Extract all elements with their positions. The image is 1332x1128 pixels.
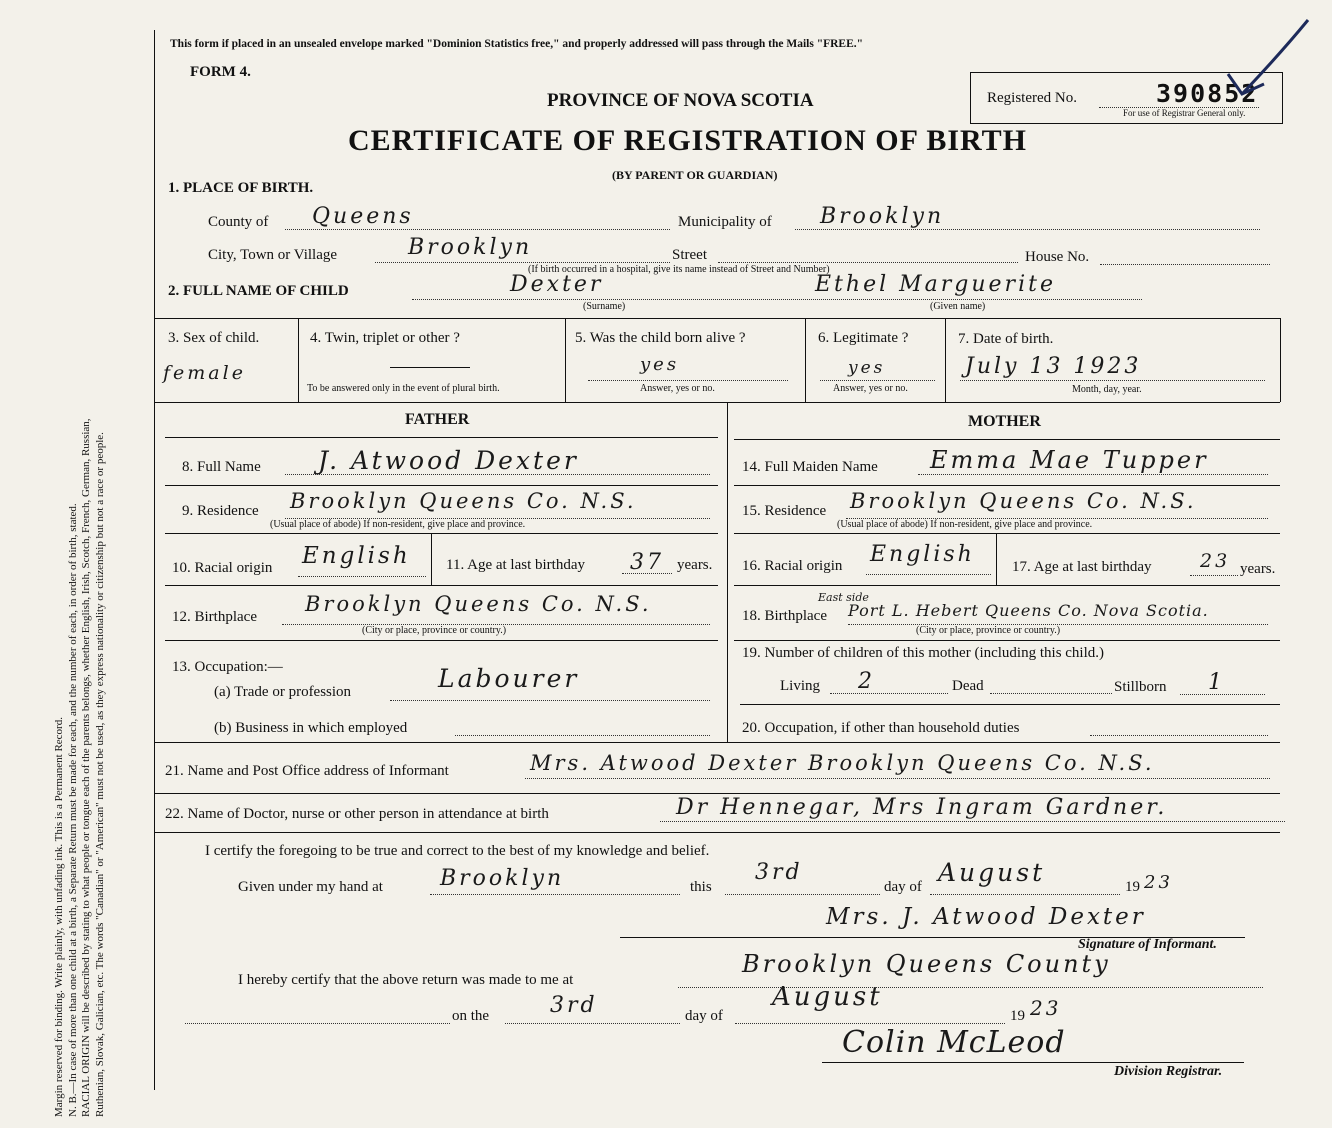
- division-registrar-label: Division Registrar.: [1114, 1064, 1223, 1079]
- father-birthplace-label: 12. Birthplace: [172, 609, 257, 625]
- mother-birthplace-label: 18. Birthplace: [742, 608, 827, 624]
- hospital-note: (If birth occurred in a hospital, give its name instead of Street and Number): [528, 264, 830, 275]
- certify-statement: I certify the foregoing to be true and correct to the best of my knowledge and belief.: [205, 843, 710, 859]
- margin-note-line-4: Ruthenian, Slovak, Galician, etc. The words "Canadian" or "American" must not be used, as they express nationality or citizenship but not a race or people.: [93, 432, 106, 1117]
- mother-age-label: 17. Age at last birthday: [1012, 559, 1152, 575]
- mother-age-unit: years.: [1240, 561, 1276, 577]
- county-value: Queens: [312, 204, 414, 229]
- province-heading: PROVINCE OF NOVA SCOTIA: [547, 90, 814, 111]
- informant-value: Mrs. Atwood Dexter Brooklyn Queens Co. N.S.: [530, 751, 1155, 775]
- registered-number: 390852: [1156, 79, 1259, 108]
- child-given-value: Ethel Marguerite: [815, 272, 1056, 297]
- stillborn-value: 1: [1208, 670, 1225, 695]
- father-occupation-label: 13. Occupation:—: [172, 659, 283, 675]
- registered-label: Registered No.: [987, 90, 1077, 106]
- surname-caption: (Surname): [583, 301, 626, 312]
- mother-occupation-label: 20. Occupation, if other than household duties: [742, 720, 1020, 736]
- legitimate-value: yes: [848, 358, 886, 378]
- father-race-value: English: [302, 543, 411, 569]
- mother-residence-caption: (Usual place of abode) If non-resident, give place and province.: [837, 519, 1093, 530]
- living-label: Living: [780, 678, 820, 694]
- margin-note-line-2: N. B.—In case of more than one child at a birth, a Separate Return must be made for each, and the number of each, in order of birth, stated.: [66, 503, 79, 1117]
- father-name-value: J. Atwood Dexter: [318, 446, 579, 475]
- alive-value: yes: [640, 354, 680, 375]
- father-business-label: (b) Business in which employed: [214, 720, 408, 736]
- on-year-prefix: 19: [1010, 1008, 1025, 1024]
- mother-name-label: 14. Full Maiden Name: [742, 459, 878, 475]
- father-birthplace-caption: (City or place, province or country.): [362, 625, 507, 636]
- municipality-label: Municipality of: [678, 214, 772, 230]
- mother-race-value: English: [870, 542, 975, 567]
- mother-heading: MOTHER: [968, 413, 1041, 430]
- onthe-label: on the: [452, 1008, 490, 1024]
- given-label: Given under my hand at: [238, 879, 383, 895]
- father-residence-caption: (Usual place of abode) If non-resident, give place and province.: [270, 519, 526, 530]
- certificate-subtitle: (BY PARENT OR GUARDIAN): [612, 168, 778, 182]
- legitimate-label: 6. Legitimate ?: [818, 330, 909, 346]
- father-age-value: 37: [630, 550, 664, 575]
- house-label: House No.: [1025, 249, 1090, 265]
- given-caption: (Given name): [930, 301, 986, 312]
- city-value: Brooklyn: [408, 235, 533, 260]
- mother-birthplace-note: East side: [818, 591, 869, 604]
- given-place: Brooklyn: [440, 866, 565, 891]
- mother-residence-value: Brooklyn Queens Co. N.S.: [850, 489, 1197, 513]
- check-mark-icon: [1220, 14, 1320, 114]
- mother-birthplace-value: Port L. Hebert Queens Co. Nova Scotia.: [848, 601, 1209, 620]
- on-dayof-label: day of: [685, 1008, 723, 1024]
- father-age-unit: years.: [677, 557, 713, 573]
- father-birthplace-value: Brooklyn Queens Co. N.S.: [305, 592, 652, 616]
- on-year-value: 23: [1030, 996, 1062, 1020]
- street-label: Street: [672, 247, 707, 263]
- margin-note-line-1: Margin reserved for binding. Write plainly, with unfading ink. This is a Permanent Record.: [53, 717, 65, 1117]
- mail-notice: This form if placed in an unsealed envelope marked "Dominion Statistics free," and properly addressed will pass through the Mails "FREE.": [170, 38, 864, 50]
- father-residence-value: Brooklyn Queens Co. N.S.: [290, 489, 637, 513]
- this-label: this: [690, 879, 712, 895]
- informant-signature: Mrs. J. Atwood Dexter: [826, 904, 1146, 930]
- legitimate-caption: Answer, yes or no.: [833, 383, 908, 394]
- mother-children-label: 19. Number of children of this mother (including this child.): [742, 645, 1105, 661]
- registrar-signature: Colin McLeod: [842, 1025, 1066, 1060]
- county-label: County of: [208, 214, 269, 230]
- municipality-value: Brooklyn: [820, 204, 945, 229]
- living-value: 2: [858, 669, 875, 694]
- doctor-value: Dr Hennegar, Mrs Ingram Gardner.: [676, 795, 1168, 820]
- father-name-label: 8. Full Name: [182, 459, 261, 475]
- certificate-title: CERTIFICATE OF REGISTRATION OF BIRTH: [348, 124, 1027, 157]
- year-prefix: 19: [1125, 879, 1140, 895]
- margin-note-line-3: RACIAL ORIGIN will be described by stating to what people or tongue each of the parents belongs, whether English, Irish, Scotch, French, German, Russian,: [80, 418, 92, 1117]
- mother-residence-label: 15. Residence: [742, 503, 827, 519]
- dayof-label: day of: [884, 879, 922, 895]
- father-residence-label: 9. Residence: [182, 503, 259, 519]
- sex-label: 3. Sex of child.: [168, 330, 260, 346]
- father-heading: FATHER: [405, 411, 470, 428]
- twin-note: To be answered only in the event of plural birth.: [307, 383, 500, 394]
- father-trade-value: Labourer: [438, 664, 580, 693]
- hereby-place: Brooklyn Queens County: [742, 950, 1111, 978]
- father-race-label: 10. Racial origin: [172, 560, 273, 576]
- hereby-label: I hereby certify that the above return was made to me at: [238, 972, 574, 988]
- city-label: City, Town or Village: [208, 247, 338, 263]
- month-value: August: [938, 858, 1046, 887]
- on-month-value: August: [772, 982, 883, 1012]
- dead-label: Dead: [952, 678, 984, 694]
- stillborn-label: Stillborn: [1114, 679, 1167, 695]
- child-surname-value: Dexter: [510, 272, 604, 297]
- year-value: 23: [1144, 872, 1173, 893]
- father-trade-label: (a) Trade or profession: [214, 684, 352, 700]
- dob-label: 7. Date of birth.: [958, 331, 1054, 347]
- registrar-note: For use of Registrar General only.: [1123, 108, 1246, 118]
- doctor-label: 22. Name of Doctor, nurse or other person in attendance at birth: [165, 806, 549, 822]
- father-age-label: 11. Age at last birthday: [446, 557, 585, 573]
- twin-label: 4. Twin, triplet or other ?: [310, 330, 460, 346]
- mother-race-label: 16. Racial origin: [742, 558, 843, 574]
- sex-value: female: [163, 362, 246, 384]
- dob-caption: Month, day, year.: [1072, 384, 1142, 395]
- alive-label: 5. Was the child born alive ?: [575, 330, 746, 346]
- dob-value: July 13 1923: [965, 354, 1142, 379]
- alive-caption: Answer, yes or no.: [640, 383, 715, 394]
- margin-border: [154, 30, 155, 1090]
- mother-age-value: 23: [1200, 550, 1231, 572]
- informant-signature-label: Signature of Informant.: [1078, 937, 1217, 952]
- mother-name-value: Emma Mae Tupper: [930, 446, 1209, 474]
- informant-label: 21. Name and Post Office address of Informant: [165, 763, 449, 779]
- form-number: FORM 4.: [190, 64, 251, 80]
- on-day-value: 3rd: [550, 993, 598, 1018]
- margin-notes: [53, 57, 107, 1117]
- mother-birthplace-caption: (City or place, province or country.): [916, 625, 1061, 636]
- child-name-label: 2. FULL NAME OF CHILD: [168, 283, 349, 299]
- day-value: 3rd: [755, 860, 803, 885]
- place-heading: 1. PLACE OF BIRTH.: [168, 180, 314, 196]
